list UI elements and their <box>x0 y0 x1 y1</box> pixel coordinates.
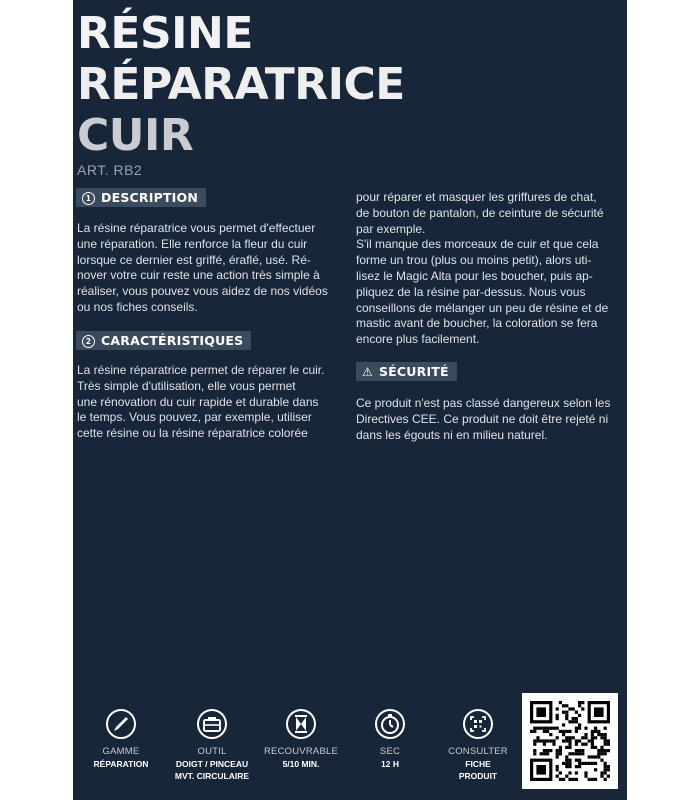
caracteristiques-text-continued <box>356 190 608 348</box>
qr-code-graphic <box>522 693 618 789</box>
spec-value: 5/10 MIN. <box>282 759 320 769</box>
section-number-badge: 2 <box>82 335 95 348</box>
toolbox-icon <box>196 708 228 740</box>
text-line: par exemple. <box>356 221 426 236</box>
section-number-badge: 1 <box>82 192 95 205</box>
warning-icon: ⚠ <box>362 365 373 379</box>
spec-label: CONSULTER <box>448 746 508 757</box>
text-line: mastic avant de boucher, la coloration se fera <box>356 316 598 331</box>
section-header-caracteristiques <box>76 331 251 350</box>
spec-label: SEC <box>379 746 401 757</box>
spec-label: GAMME <box>102 746 140 757</box>
text-line: une rénovation du cuir rapide et durable dans <box>77 394 319 409</box>
text-line: de bouton de pantalon, de ceinture de sécurité <box>356 205 604 220</box>
text-line: réaliser, vous pouvez vous aidez de nos vidéos <box>77 284 328 299</box>
spec-label: OUTIL <box>197 746 227 757</box>
product-specs <box>73 700 518 792</box>
product-title <box>77 8 405 161</box>
article-reference: ART. RB2 <box>77 162 143 178</box>
product-title-line-3: CUIR <box>77 110 194 161</box>
text-line: La résine réparatrice vous permet d'effectuer <box>77 221 316 235</box>
spec-value: DOIGT / PINCEAU <box>175 759 249 769</box>
spec-value: FICHE <box>465 759 491 769</box>
product-sheet <box>73 0 627 800</box>
spec-label: RECOUVRABLE <box>264 746 338 757</box>
qr-scan-icon <box>462 708 494 740</box>
spec-sec <box>342 700 438 770</box>
securite-text <box>356 396 610 443</box>
qr-code-icon[interactable] <box>522 693 618 789</box>
caracteristiques-text <box>77 363 324 442</box>
spec-value: PRODUIT <box>458 771 498 781</box>
spec-value: 12 H <box>381 759 399 769</box>
text-line: conseillons de mélanger un peu de résine et de <box>356 300 609 315</box>
text-line: encore plus facilement. <box>356 332 480 347</box>
product-title-line-2: RÉPARATRICE <box>77 59 405 110</box>
spec-gamme <box>73 700 169 770</box>
text-line: forme un trou (plus ou moins petit), alors uti- <box>356 253 592 268</box>
spec-recouvrable <box>253 700 349 770</box>
text-line: Ce produit n'est pas classé dangereux selon les <box>356 396 611 410</box>
spec-outil <box>164 700 260 782</box>
text-line: le temps. Vous pouvez, par exemple, utiliser <box>77 410 312 425</box>
text-line: Directives CEE. Ce produit ne doit être rejeté ni <box>356 411 609 426</box>
description-text <box>77 221 328 316</box>
text-line: pour réparer et masquer les griffures de chat, <box>356 190 597 204</box>
text-line: La résine réparatrice permet de réparer le cuir. <box>77 363 325 377</box>
section-title-securite: SÉCURITÉ <box>378 364 449 379</box>
section-header-description <box>76 188 206 207</box>
spec-consulter <box>430 700 526 782</box>
stopwatch-icon <box>374 708 406 740</box>
text-line: lorsque ce dernier est griffé, éraflé, usé. Ré- <box>77 252 311 267</box>
text-line: ou nos fiches conseils. <box>77 299 198 314</box>
text-line: cette résine ou la résine réparatrice colorée <box>77 426 308 441</box>
section-title-description: DESCRIPTION <box>101 190 198 205</box>
text-line: dans les égouts ni en milieu naturel. <box>356 427 548 442</box>
spec-value: RÉPARATION <box>93 759 149 769</box>
compass-nib-icon <box>105 708 137 740</box>
text-line: S'il manque des morceaux de cuir et que cela <box>356 237 599 252</box>
text-line: une réparation. Elle renforce la fleur du cuir <box>77 236 308 251</box>
text-line: nover votre cuir reste une action très simple à <box>77 268 320 283</box>
hourglass-icon <box>285 708 317 740</box>
text-line: lisez le Magic Alta pour les boucher, puis ap- <box>356 268 593 283</box>
section-title-caracteristiques: CARACTÉRISTIQUES <box>101 333 244 348</box>
product-title-line-1: RÉSINE <box>77 8 253 59</box>
text-line: Très simple d'utilisation, elle vous permet <box>77 378 296 393</box>
text-line: pliquez de la résine par-dessus. Nous vous <box>356 284 586 299</box>
spec-value: MVT. CIRCULAIRE <box>174 771 250 781</box>
section-header-securite <box>356 362 457 381</box>
